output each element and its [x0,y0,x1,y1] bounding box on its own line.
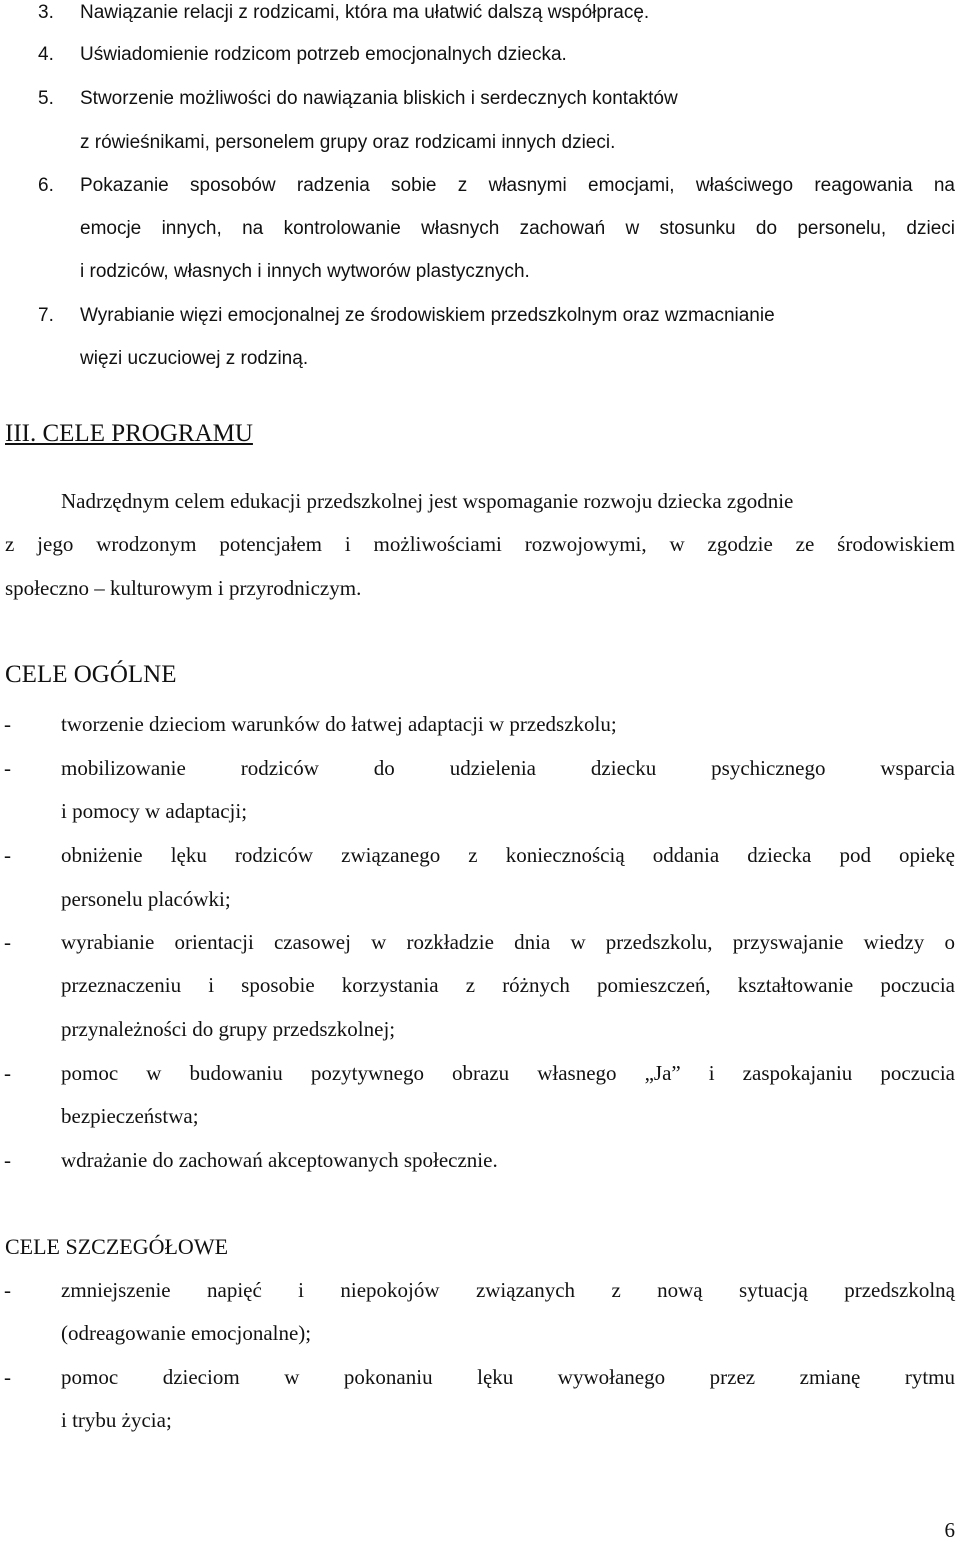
list-item-text: (odreagowanie emocjonalne); [61,1321,312,1345]
list-dash: - [4,1148,11,1172]
list-dash: - [4,712,11,736]
list-item-text: Pokazanie sposobów radzenia sobie z własnymi emocjami, właściwego reagowania na [80,175,955,196]
list-dash: - [4,843,11,867]
list-dash: - [4,1278,11,1302]
list-item-text: emocje innych, na kontrolowanie własnych zachowań w stosunku do personelu, dzieci [80,218,955,239]
list-item-text: Wyrabianie więzi emocjonalnej ze środowiskiem przedszkolnym oraz wzmacnianie [80,305,775,326]
list-item-text: Nawiązanie relacji z rodzicami, która ma ułatwić dalszą współpracę. [80,2,650,23]
list-item-text: bezpieczeństwa; [61,1104,199,1128]
list-item-text: z rówieśnikami, personelem grupy oraz rodzicami innych dzieci. [80,132,616,153]
list-number: 3. [38,2,54,23]
list-item-text: obniżenie lęku rodziców związanego z koniecznością oddania dziecka pod opiekę [61,843,955,867]
page-number: 6 [944,1518,955,1542]
list-number: 6. [38,175,54,196]
paragraph-line: z jego wrodzonym potencjałem i możliwościami rozwojowymi, w zgodzie ze środowiskiem [5,532,955,556]
list-item-text: i rodziców, własnych i innych wytworów plastycznych. [80,261,530,282]
paragraph-line: społeczno – kulturowym i przyrodniczym. [5,576,362,600]
list-dash: - [4,1365,11,1389]
list-number: 5. [38,88,54,109]
list-item-text: personelu placówki; [61,887,231,911]
list-dash: - [4,756,11,780]
list-item-text: zmniejszenie napięć i niepokojów związanych z nową sytuacją przedszkolną [61,1278,955,1302]
list-dash: - [4,1061,11,1085]
list-number: 7. [38,305,54,326]
list-item-text: i trybu życia; [61,1408,172,1432]
list-item-text: Stworzenie możliwości do nawiązania bliskich i serdecznych kontaktów [80,88,678,109]
subsection-heading: CELE OGÓLNE [5,661,177,688]
list-item-text: wyrabianie orientacji czasowej w rozkładzie dnia w przedszkolu, przyswajanie wiedzy o [61,930,955,954]
list-number: 4. [38,44,54,65]
list-item-text: więzi uczuciowej z rodziną. [80,348,309,369]
list-item-text: i pomocy w adaptacji; [61,799,248,823]
list-item-text: przynależności do grupy przedszkolnej; [61,1017,396,1041]
list-item-text: pomoc w budowaniu pozytywnego obrazu własnego „Ja” i zaspokajaniu poczucia [61,1061,955,1085]
list-item-text: wdrażanie do zachowań akceptowanych społecznie. [61,1148,498,1172]
section-heading: III. CELE PROGRAMU [5,420,253,447]
list-dash: - [4,930,11,954]
paragraph-line: Nadrzędnym celem edukacji przedszkolnej jest wspomaganie rozwoju dziecka zgodnie [61,489,794,513]
list-item-text: mobilizowanie rodziców do udzielenia dziecku psychicznego wsparcia [61,756,955,780]
list-item-text: tworzenie dzieciom warunków do łatwej adaptacji w przedszkolu; [61,712,617,736]
list-item-text: pomoc dzieciom w pokonaniu lęku wywołanego przez zmianę rytmu [61,1365,955,1389]
list-item-text: przeznaczeniu i sposobie korzystania z różnych pomieszczeń, kształtowanie poczucia [61,973,955,997]
subsection-heading: CELE SZCZEGÓŁOWE [5,1234,229,1259]
list-item-text: Uświadomienie rodzicom potrzeb emocjonalnych dziecka. [80,44,567,65]
